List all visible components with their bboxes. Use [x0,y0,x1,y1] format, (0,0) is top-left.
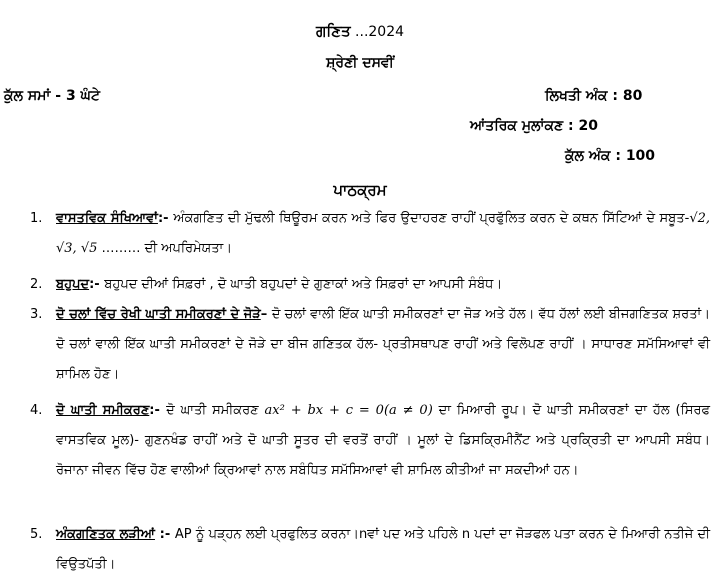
item-number: 3. [30,307,43,322]
item-separator: :- [157,211,174,226]
item-text: ਬਹੁਪਦ ਦੀਆਂ ਸਿਫ਼ਰਾਂ , ਦੋ ਘਾਤੀ ਬਹੁਪਦਾਂ ਦੇ ਗੁਣਾਕਾਂ ਅਤੇ ਸਿਫ਼ਰਾਂ ਦਾ ਆਪਸੀ ਸੰਬੰਧ। [104,277,503,292]
item-heading: ਵਾਸਤਵਿਕ ਸੰਖਿਆਵਾਂ [56,211,158,226]
syllabus-item-4 [30,396,710,486]
internal-marks: ਆਂਤਰਿਕ ਮੁਲਾਂਕਣ : 20 [470,118,598,134]
item-number: 1. [30,211,43,226]
item-heading: ਦੋ ਚਲਾਂ ਵਿੱਚ ਰੇਖੀ ਘਾਤੀ ਸਮੀਕਰਣਾਂ ਦੇ ਜੋੜੇ [56,307,261,322]
syllabus-item-2 [30,270,710,300]
item-text-tail: ਦਾ ਮਿਆਰੀ ਰੂਪ। ਦੋ ਘਾਤੀ ਸਮੀਕਰਣਾਂ ਦਾ ਹੱਲ (ਸਿਰਫ ਵਾਸਤਵਿਕ ਮੂਲ)- ਗੁਣਨਖੰਡ ਰਾਹੀਂ ਅਤੇ ਦੋ ਘਾਤੀ ਸੂਤਰ ਦੀ ਵਰਤੋਂ ਰਾਹੀਂ । ਮੂਲਾਂ ਦੇ ਡਿਸਕ੍ਰਿਮੀਨੈਂਟ ਅਤੇ ਪ੍ਰਕ੍ਰਿਤੀ ਦਾ ਆਪਸੀ ਸਬੰਧ। ਰੋਜਾਨਾ ਜੀਵਨ ਵਿੱਚ ਹੋਣ ਵਾਲੀਆਂ ਕ੍ਰਿਆਵਾਂ ਨਾਲ ਸਬੰਧਿਤ ਸਮੱਸਿਆਵਾਂ ਵੀ ਸ਼ਾਮਿਲ ਕੀਤੀਆਂ ਜਾ ਸਕਦੀਆਂ ਹਨ। [56,403,711,478]
subject-title: ਗਣਿਤ [315,22,351,40]
written-marks: ਲਿਖਤੀ ਅੰਕ : 80 [545,88,643,104]
math-expression: ax² + bx + c = 0(a ≠ 0) [264,403,433,418]
class-line: ਸ਼੍ਰੇਣੀ ਦਸਵੀਂ [326,55,394,71]
item-heading: ਦੋ ਘਾਤੀ ਸਮੀਕਰਣ [56,403,150,418]
syllabus-item-5 [30,520,710,580]
math-expression: √2, √3, √5 [56,211,710,256]
item-number: 5. [30,527,43,542]
item-separator: – [260,307,272,322]
item-separator: :- [154,527,175,542]
year-text: ...2024 [350,24,405,40]
syllabus-item-3 [30,300,710,390]
item-text-tail: ……… ਦੀ ਅਪਰਿਮੇਯਤਾ। [97,241,232,256]
item-separator: :- [149,403,167,418]
syllabus-item-1 [30,204,710,264]
total-time: ਕੁੱਲ ਸਮਾਂ - 3 ਘੰਟੇ [4,88,100,104]
item-separator: :- [89,277,105,292]
item-heading: ਅੰਕਗਣਿਤਕ ਲੜੀਆਂ [56,527,155,542]
item-text: ਅੰਕਗਣਿਤ ਦੀ ਮੁੱਢਲੀ ਥਿਊਰਮ ਕਰਨ ਅਤੇ ਫਿਰ ਉਦਾਹਰਣ ਰਾਹੀਂ ਪ੍ਰਫੁੱਲਿਤ ਕਰਨ ਦੇ ਕਥਨ ਸਿੱਟਿਆਂ ਦੇ ਸਬੂਤ- [173,211,690,226]
item-text: ਦੋ ਚਲਾਂ ਵਾਲੀ ਇੱਕ ਘਾਤੀ ਸਮੀਕਰਣਾਂ ਦਾ ਜੋੜ ਅਤੇ ਹੱਲ। ਵੱਧ ਹੱਲਾਂ ਲਈ ਬੀਜਗਣਿਤਕ ਸ਼ਰਤਾਂ। ਦੋ ਚਲਾਂ ਵਾਲੀ ਇੱਕ ਘਾਤੀ ਸਮੀਕਰਣਾਂ ਦੇ ਜੋੜੇ ਦਾ ਬੀਜ ਗਣਿਤਕ ਹੱਲ- ਪ੍ਰਤੀਸਥਾਪਣ ਰਾਹੀਂ ਅਤੇ ਵਿਲੋਪਣ ਰਾਹੀਂ । ਸਾਧਾਰਣ ਸਮੱਸਿਆਵਾਂ ਵੀ ਸ਼ਾਮਿਲ ਹੋਣ। [56,307,710,382]
total-marks: ਕੁੱਲ ਅੰਕ : 100 [565,148,656,164]
syllabus-heading: ਪਾਠਕ੍ਰਮ [333,181,387,199]
item-heading: ਬਹੁਪਦ [56,277,90,292]
item-text: ਦੋ ਘਾਤੀ ਸਮੀਕਰਣ [166,403,265,418]
document-title [0,22,720,40]
item-number: 4. [30,403,43,418]
item-number: 2. [30,277,43,292]
item-text: AP ਨੂੰ ਪੜ੍ਹਨ ਲਈ ਪ੍ਰਫੁਲਿਤ ਕਰਨਾ।nਵਾਂ ਪਦ ਅਤੇ ਪਹਿਲੇ n ਪਦਾਂ ਦਾ ਜੋੜਫਲ ਪਤਾ ਕਰਨ ਦੇ ਮਿਆਰੀ ਨਤੀਜੇ ਦੀ ਵਿਉਤਪੱਤੀ। [56,527,711,572]
